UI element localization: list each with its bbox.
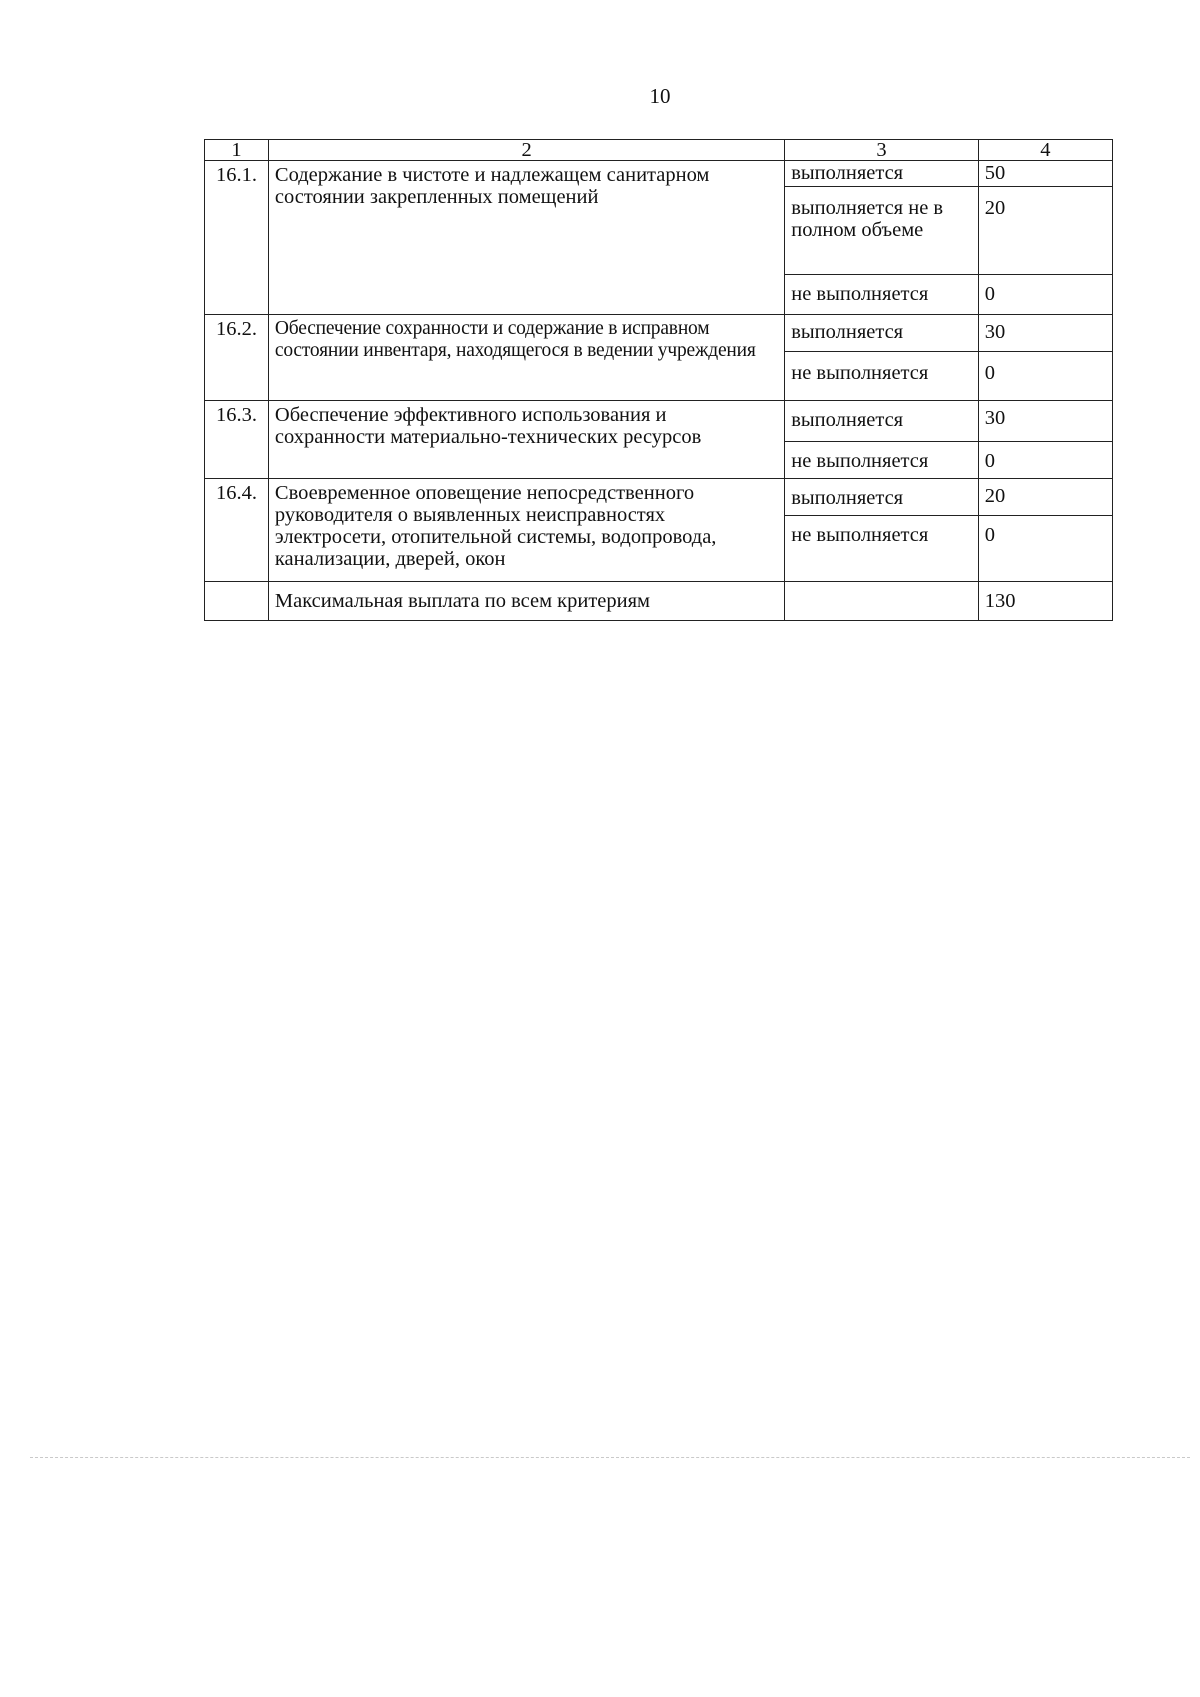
page-number: 10 [649, 84, 671, 108]
status-cell: не выполняется [785, 516, 978, 582]
total-label: Максимальная выплата по всем критериям [268, 582, 784, 621]
table-row [205, 479, 1113, 516]
criterion-description: Своевременное оповещение непосредственного руководителя о выявленных неисправностях электросети, отопительной системы, водопровода, канализации, дверей, окон [268, 479, 784, 582]
criterion-number: 16.3. [205, 401, 269, 479]
total-status-cell [785, 582, 978, 621]
table-row [205, 315, 1113, 352]
score-cell: 50 [978, 161, 1112, 187]
criterion-description: Содержание в чистоте и надлежащем санитарном состоянии закрепленных помещений [268, 161, 784, 315]
score-cell: 20 [978, 479, 1112, 516]
criterion-number: 16.2. [205, 315, 269, 401]
column-header-2: 2 [268, 140, 784, 161]
status-cell: не выполняется [785, 275, 978, 315]
status-cell: выполняется [785, 401, 978, 442]
column-header-1: 1 [205, 140, 269, 161]
status-cell: выполняется [785, 161, 978, 187]
score-cell: 0 [978, 516, 1112, 582]
criterion-description: Обеспечение эффективного использования и сохранности материально-технических ресурсов [268, 401, 784, 479]
status-cell: выполняется [785, 315, 978, 352]
score-cell: 0 [978, 442, 1112, 479]
criterion-description: Обеспечение сохранности и содержание в исправном состоянии инвентаря, находящегося в ведении учреждения [268, 315, 784, 401]
table-row [205, 161, 1113, 187]
total-number-cell [205, 582, 269, 621]
table-header-row [205, 140, 1113, 161]
status-cell: выполняется не в полном объеме [785, 187, 978, 275]
column-header-3: 3 [785, 140, 978, 161]
status-cell: не выполняется [785, 442, 978, 479]
criteria-table [204, 139, 1113, 621]
score-cell: 30 [978, 315, 1112, 352]
criterion-number: 16.1. [205, 161, 269, 315]
status-cell: выполняется [785, 479, 978, 516]
table-row [205, 401, 1113, 442]
status-cell: не выполняется [785, 352, 978, 401]
score-cell: 0 [978, 352, 1112, 401]
total-score: 130 [978, 582, 1112, 621]
column-header-4: 4 [978, 140, 1112, 161]
total-row [205, 582, 1113, 621]
criterion-number: 16.4. [205, 479, 269, 582]
score-cell: 30 [978, 401, 1112, 442]
score-cell: 0 [978, 275, 1112, 315]
scan-artifact-line [30, 1457, 1190, 1458]
score-cell: 20 [978, 187, 1112, 275]
